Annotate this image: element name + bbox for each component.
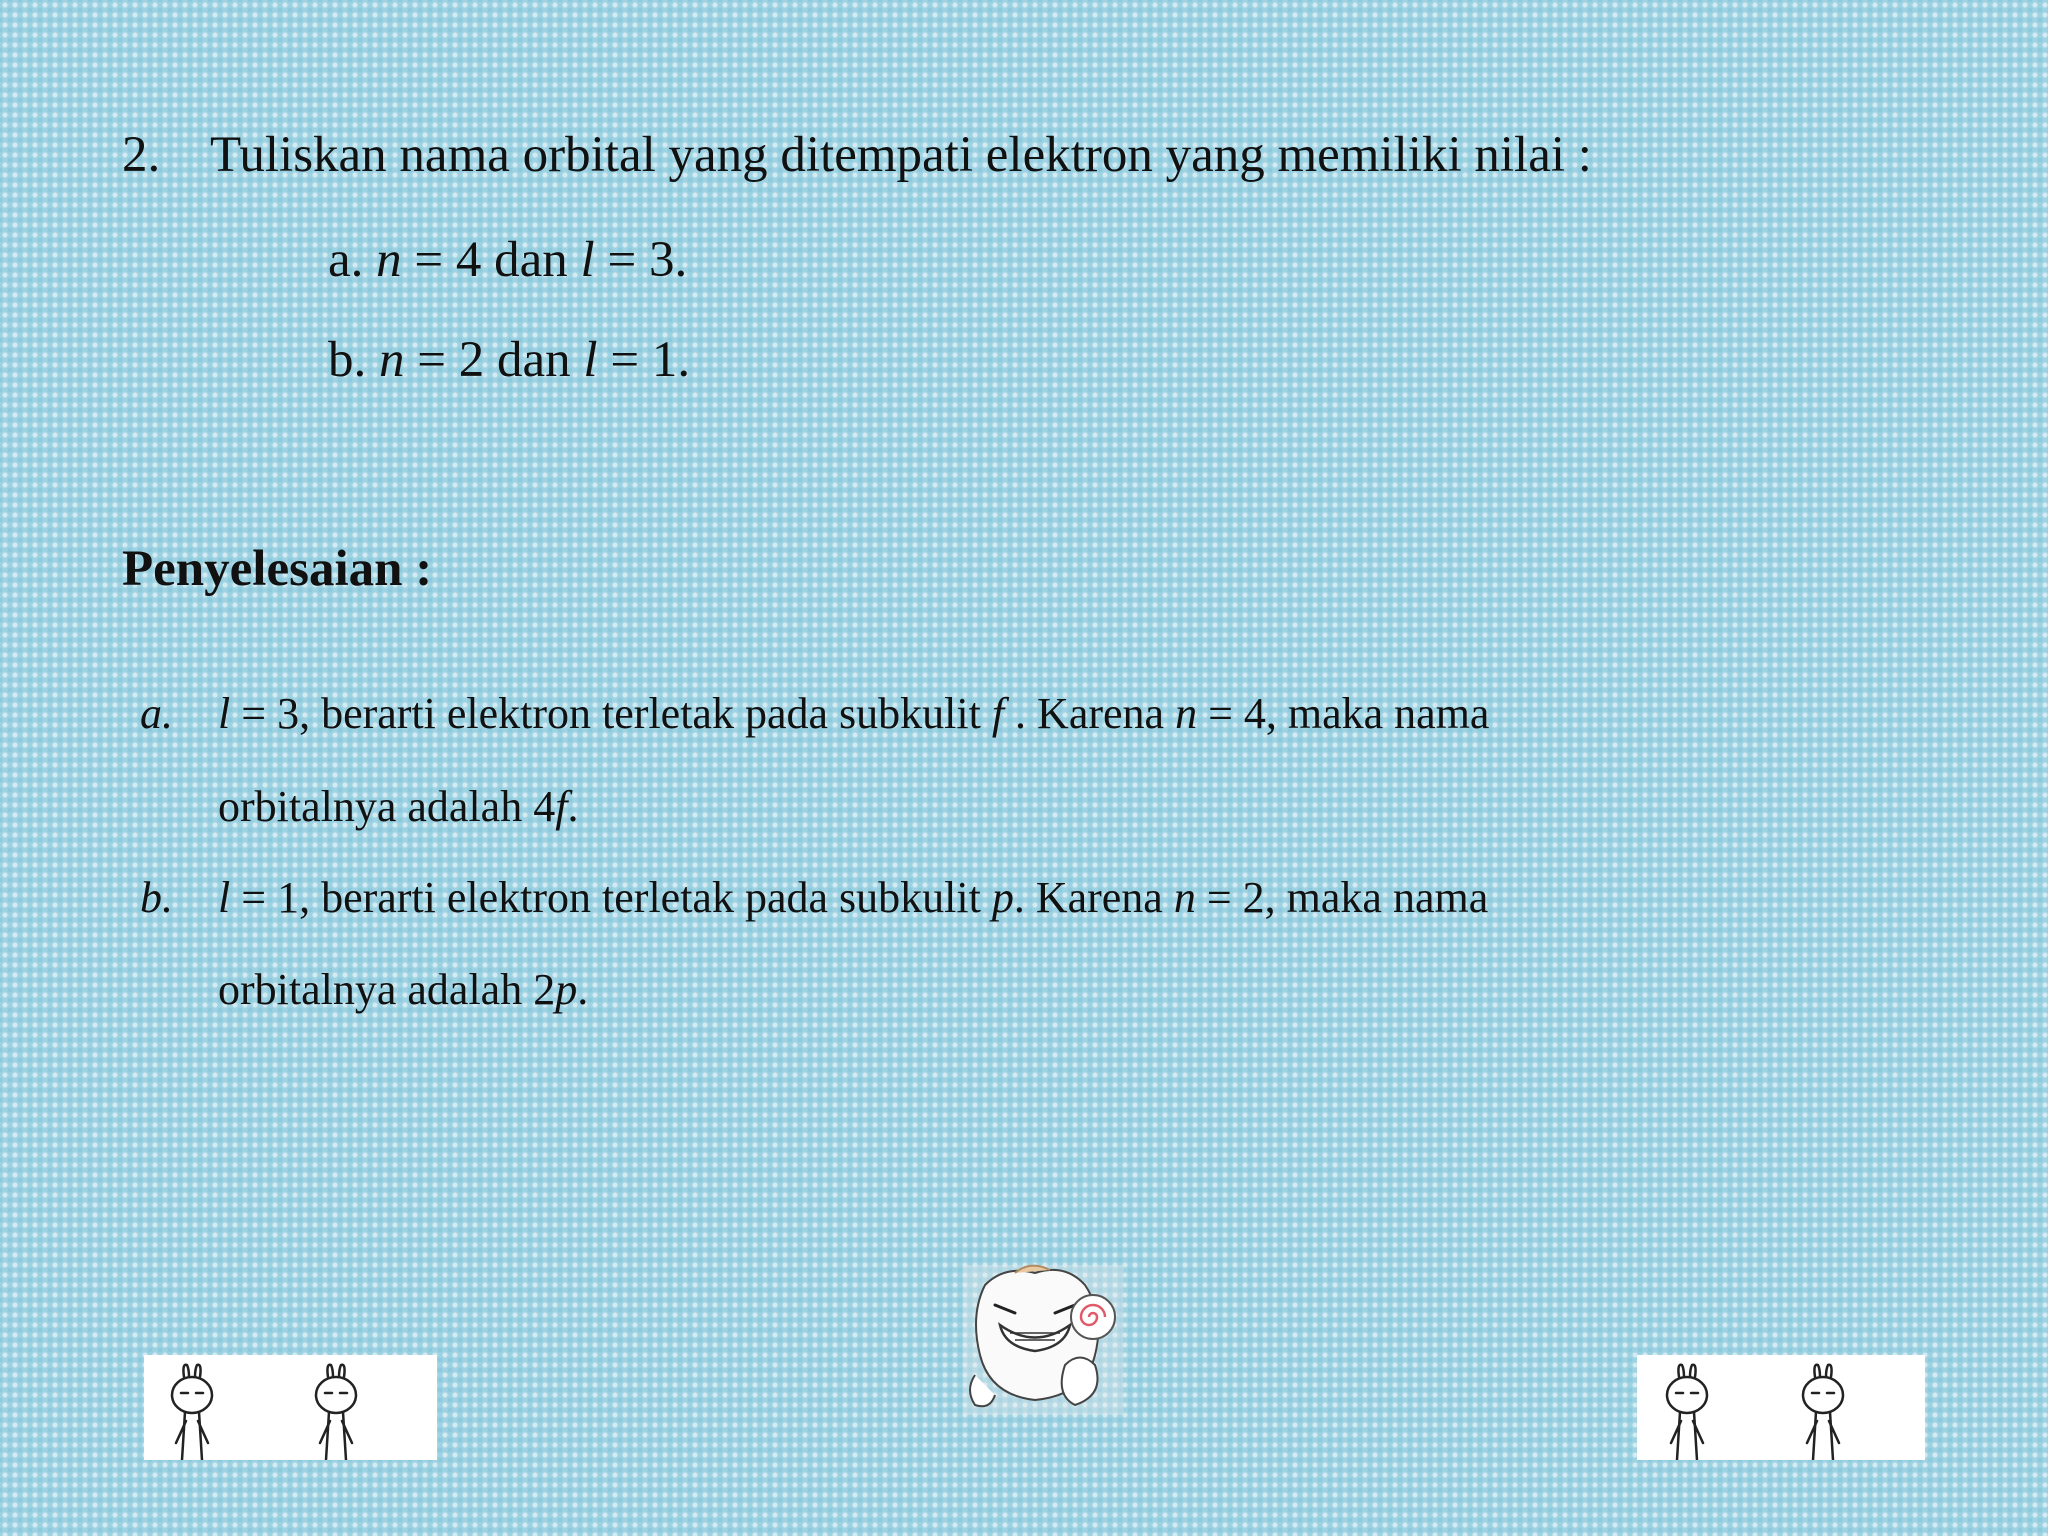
answer-b-label: b.: [140, 873, 173, 922]
answer-a-line1: l = 3, berarti elektron terletak pada subkulit f . Karena n = 4, maka nama: [218, 689, 1490, 738]
answer-b-line1: l = 1, berarti elektron terletak pada subkulit p. Karena n = 2, maka nama: [218, 873, 1489, 922]
rabbit-panel-left: [144, 1355, 437, 1460]
question-number: 2.: [122, 127, 161, 183]
answer-a-label: a.: [140, 689, 173, 738]
question-text: Tuliskan nama orbital yang ditempati elektron yang memiliki nilai :: [210, 127, 1592, 183]
cat-icon: [955, 1255, 1130, 1425]
solution-heading: Penyelesaian :: [122, 541, 433, 597]
answer-b-line2: orbitalnya adalah 2p.: [218, 965, 589, 1014]
answer-a-line2: orbitalnya adalah 4f.: [218, 782, 579, 831]
rabbit-icon: [1637, 1355, 1925, 1460]
rabbit-icon: [144, 1355, 437, 1460]
rabbit-panel-right: [1637, 1355, 1925, 1460]
option-b: b. n = 2 dan l = 1.: [328, 332, 691, 388]
option-a: a. n = 4 dan l = 3.: [328, 232, 688, 288]
